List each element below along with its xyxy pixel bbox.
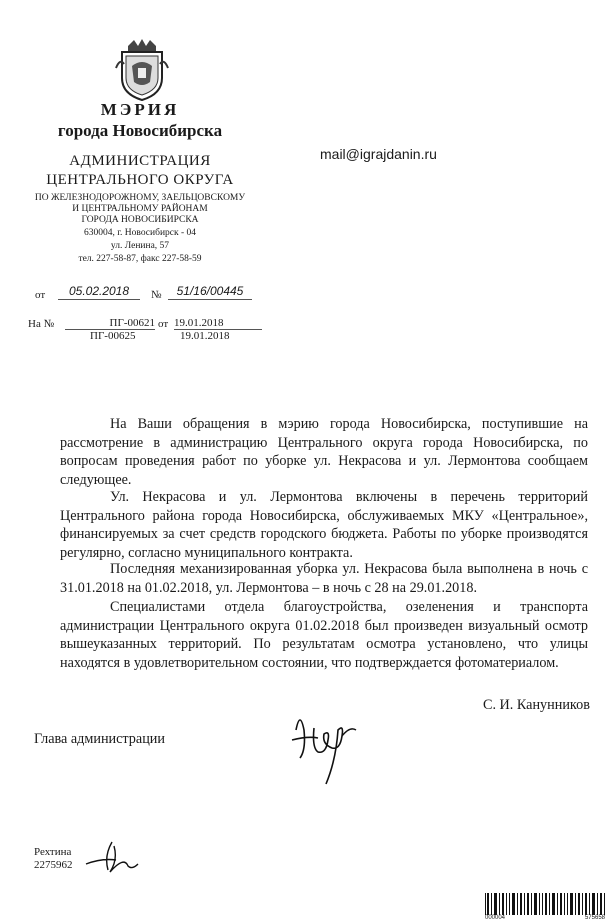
admin-title-line2: ЦЕНТРАЛЬНОГО ОКРУГА	[46, 172, 234, 188]
outgoing-number: 51/16/00445	[168, 284, 252, 300]
city-emblem-icon	[112, 38, 172, 102]
mayor-city: города Новосибирска	[57, 121, 223, 140]
executor-name: Рехтина	[34, 846, 72, 858]
reference-label: На №	[28, 318, 55, 330]
reference-date-2: 19.01.2018	[180, 330, 230, 342]
body-paragraph-4: Специалистами отдела благоустройства, озеленения и транспорта администрации Центрального округа 01.02.2018 был произведен визуальный осмотр вышеуказанных территорий. По результатам осмотра установлено, что улицы находятся в удовлетворительном состоянии, что подтверждается фотоматериалом.	[60, 599, 588, 671]
signatory-name: С. И. Канунников	[483, 697, 590, 713]
address-line1: 630004, г. Новосибирск - 04	[83, 228, 197, 238]
phones: тел. 227-58-87, факс 227-58-59	[78, 254, 202, 264]
signatory-title: Глава администрации	[34, 731, 165, 747]
reference-number-2: ПГ-00625	[90, 330, 136, 342]
barcode-right-text: 575658	[584, 915, 605, 921]
district-line2: И ЦЕНТРАЛЬНОМУ РАЙОНАМ	[72, 204, 208, 214]
outgoing-date: 05.02.2018	[58, 284, 140, 300]
reference-date-1: 19.01.2018	[174, 317, 262, 330]
mayor-title: МЭРИЯ	[100, 100, 180, 119]
district-line3: ГОРОДА НОВОСИБИРСКА	[81, 215, 199, 225]
district-line1: ПО ЖЕЛЕЗНОДОРОЖНОМУ, ЗАЕЛЬЦОВСКОМУ	[34, 193, 246, 203]
handwritten-signature-icon	[278, 700, 378, 790]
barcode-bars-icon	[483, 893, 608, 915]
barcode-left-text: 000004	[485, 915, 506, 921]
address-line2: ул. Ленина, 57	[110, 241, 170, 251]
executor-phone: 2275962	[34, 859, 73, 871]
reference-date-label: от	[158, 318, 169, 330]
recipient-email: mail@igrajdanin.ru	[320, 146, 437, 162]
outgoing-date-label: от	[35, 289, 46, 301]
body-paragraph-1: На Ваши обращения в мэрию города Новосибирска, поступившие на рассмотрение в администрацию Центрального округа города Новосибирска, по вопросам проведения работ по уборке ул. Некрасова и ул. Лермонтова сообщаем следующее.	[60, 416, 588, 488]
reference-number-1: ПГ-00621	[65, 317, 155, 330]
admin-title-line1: АДМИНИСТРАЦИЯ	[69, 153, 211, 169]
body-paragraph-2: Ул. Некрасова и ул. Лермонтова включены в перечень территорий Центрального района города Новосибирска, обслуживаемых МКУ «Центральное», финансируемых за счет средств городского бюджета. Работы по уборке производятся регулярно, согласно муниципального контракта.	[60, 489, 588, 561]
executor-signature-icon	[82, 836, 142, 876]
body-paragraph-3: Последняя механизированная уборка ул. Некрасова была выполнена в ночь с 31.01.2018 на 01.02.2018, ул. Лермонтова – в ночь с 28 на 29.01.2018.	[60, 561, 588, 596]
outgoing-number-label: №	[151, 289, 162, 301]
barcode	[483, 893, 608, 921]
